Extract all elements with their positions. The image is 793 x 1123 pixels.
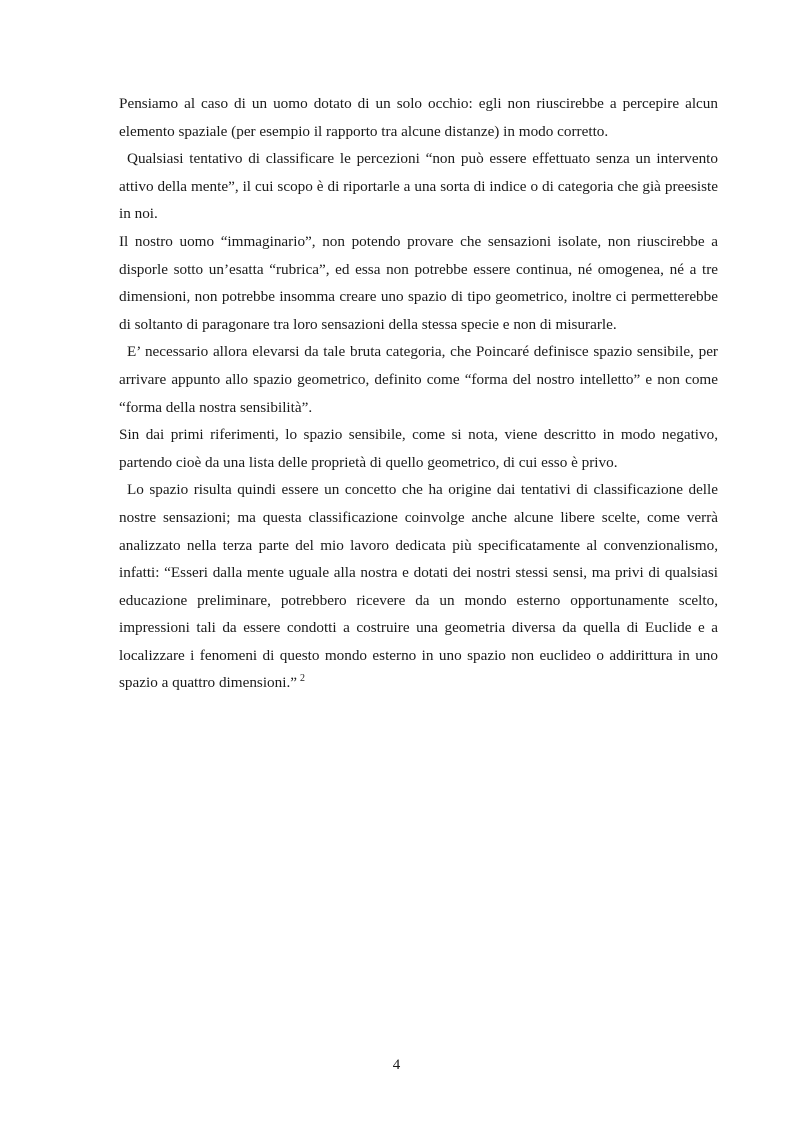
paragraph-sensible-space: Sin dai primi riferimenti, lo spazio sensibile, come si nota, viene descritto in modo negativo, partendo cioè da una lista delle proprietà di quello geometrico, di cui esso è privo. [119, 426, 718, 471]
body-text [119, 90, 718, 697]
paragraph-geometric-space: E’ necessario allora elevarsi da tale bruta categoria, che Poincaré definisce spazio sensibile, per arrivare appunto allo spazio geometrico, definito come “forma del nostro intelletto” e non come “forma della nostra sensibilità”. [119, 343, 718, 416]
paragraph-conventionalism [119, 476, 718, 697]
page-number: 4 [392, 1057, 401, 1073]
paragraph-imaginary-man: Il nostro uomo “immaginario”, non potendo provare che sensazioni isolate, non riuscirebbe a disporle sotto un’esatta “rubrica”, ed essa non potrebbe essere continua, né omogenea, né a tre dimensioni, non potrebbe insomma creare uno spazio di tipo geometrico, inoltre ci permetterebbe di soltanto di paragonare tra loro sensazioni della stessa specie e non di misurarle. [119, 232, 718, 333]
paragraph-conventionalism-text: Lo spazio risulta quindi essere un concetto che ha origine dai tentativi di classificazione delle nostre sensazioni; ma questa classificazione coinvolge anche alcune libere scelte, come verrà analizzato nella terza parte del mio lavoro dedicata più specificatamente al convenzionalismo, infatti: “Esseri dalla mente uguale alla nostra e dotati dei nostri stessi sensi, ma privi di qualsiasi educazione preliminare, potrebbero ricevere da un mondo esterno opportunamente scelto, impressioni tali da essere condotti a costruire una geometria diversa da quella di Euclide e a localizzare i fenomeni di questo mondo esterno in uno spazio non euclideo o addirittura in uno spazio a quattro dimensioni.” [119, 481, 718, 692]
footnote-reference[interactable]: 2 [300, 673, 305, 685]
paragraph-classification: Qualsiasi tentativo di classificare le percezioni “non può essere effettuato senza un intervento attivo della mente”, il cui scopo è di riportarle a una sorta di indice o di categoria che già preesiste in noi. [119, 150, 718, 223]
paragraph-one-eyed-man: Pensiamo al caso di un uomo dotato di un solo occhio: egli non riuscirebbe a percepire alcun elemento spaziale (per esempio il rapporto tra alcune distanze) in modo corretto. [119, 95, 718, 140]
